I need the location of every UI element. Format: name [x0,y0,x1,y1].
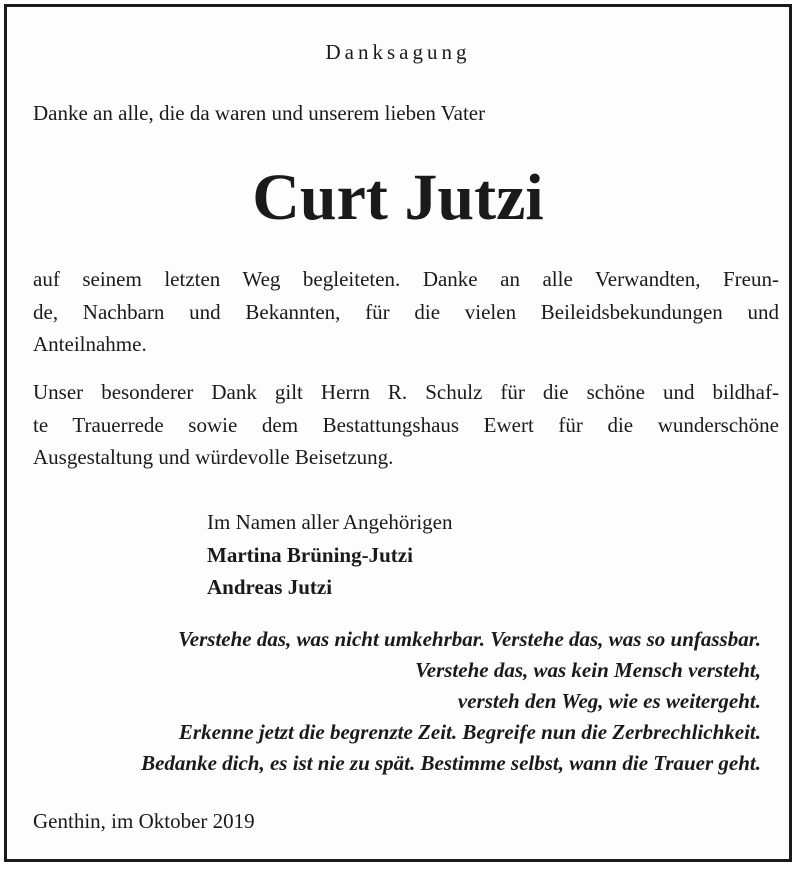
paragraph-line: Unser besonderer Dank gilt Herrn R. Schulz für die schöne und bildhaf- [33,380,779,404]
poem [21,624,761,779]
thanks-paragraph [33,263,779,361]
paragraph-line: Anteilnahme. [33,332,147,356]
poem-line: Erkenne jetzt die begrenzte Zeit. Begreife nun die Zerbrechlichkeit. [178,720,761,744]
poem-line: Bedanke dich, es ist nie zu spät. Bestimme selbst, wann die Trauer geht. [141,751,761,775]
notice-heading: Danksagung [325,40,471,64]
deceased-name: Curt Jutzi [252,161,544,234]
notice-frame [4,4,792,862]
closing-block [207,506,453,604]
signatory-name: Andreas Jutzi [207,575,333,599]
special-thanks-paragraph [33,376,779,474]
intro-text: Danke an alle, die da waren und unserem lieben Vater [33,101,486,125]
paragraph-line: Ausgestaltung und würdevolle Beisetzung. [33,445,394,469]
poem-line: Verstehe das, was kein Mensch versteht, [415,658,761,682]
paragraph-line: de, Nachbarn und Bekannten, für die vielen Beileidsbekundungen und [33,299,779,324]
place-date: Genthin, im Oktober 2019 [33,809,255,833]
signatory-name: Martina Brüning-Jutzi [207,542,413,567]
poem-line: Verstehe das, was nicht umkehrbar. Verstehe das, was so unfassbar. [178,627,761,651]
poem-line: versteh den Weg, wie es weitergeht. [457,689,761,713]
paragraph-line: te Trauerrede sowie dem Bestattungshaus Ewert für die wunderschöne [33,412,779,437]
paragraph-line: auf seinem letzten Weg begleiteten. Danke an alle Verwandten, Freun- [33,267,779,291]
closing-line: Im Namen aller Angehörigen [207,510,453,534]
